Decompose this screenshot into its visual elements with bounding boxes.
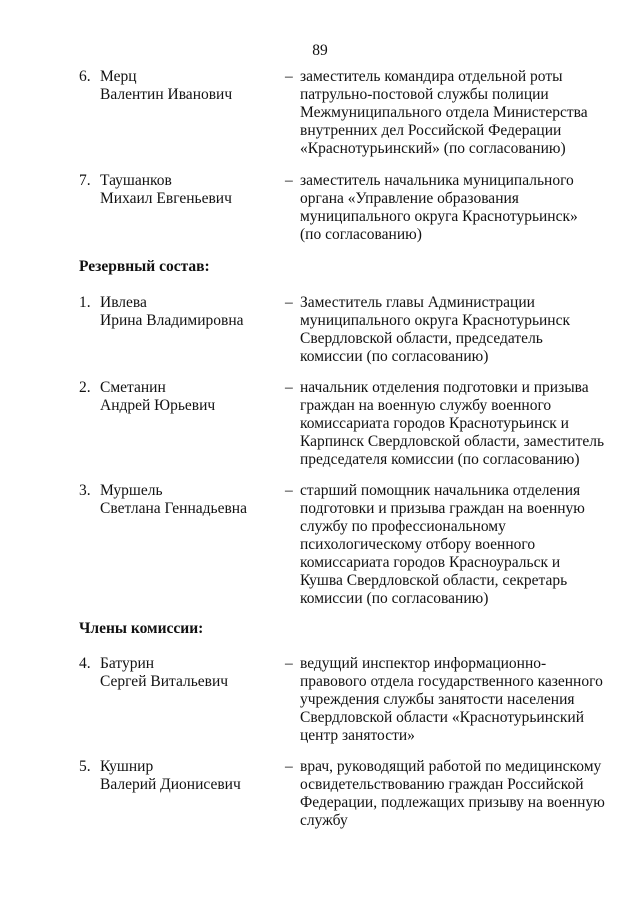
surname: Сметанин [100, 379, 166, 396]
position-line: органа «Управление образования [300, 190, 519, 207]
position-line: начальник отделения подготовки и призыва [300, 379, 589, 396]
given-names: Ирина Владимировна [100, 312, 244, 329]
person-name [100, 172, 280, 208]
position-line: патрульно-постовой службы полиции [300, 86, 549, 103]
dash: – [285, 758, 293, 775]
surname: Муршель [100, 482, 163, 499]
position-line: правового отдела государственного казенного [300, 673, 603, 690]
position-line: комиссии (по согласованию) [300, 590, 489, 607]
position-line: службу по профессиональному [300, 518, 506, 535]
person-name [100, 68, 280, 104]
position-line: службу [300, 812, 348, 829]
person-name [100, 379, 280, 415]
page-number: 89 [312, 42, 328, 59]
position-description [300, 172, 610, 244]
position-line: подготовки и призыва граждан на военную [300, 500, 585, 517]
position-description [300, 655, 610, 745]
position-description [300, 758, 610, 830]
position-line: комиссии (по согласованию) [300, 348, 489, 365]
position-line: Карпинск Свердловской области, заместитель [300, 433, 605, 450]
position-line: Кушва Свердловской области, секретарь [300, 572, 568, 589]
dash: – [285, 172, 293, 189]
position-line: «Краснотурьинский» (по согласованию) [300, 140, 566, 157]
position-line: председателя комиссии (по согласованию) [300, 451, 580, 468]
position-line: комиссариата городов Краснотурьинск и [300, 415, 569, 432]
given-names: Валентин Иванович [100, 86, 233, 103]
given-names: Михаил Евгеньевич [100, 190, 232, 207]
position-description [300, 482, 610, 608]
position-line: Свердловской области, председатель [300, 330, 543, 347]
position-line: ведущий инспектор информационно- [300, 655, 547, 672]
item-number: 3. [79, 482, 91, 499]
given-names: Андрей Юрьевич [100, 397, 216, 414]
surname: Ивлева [100, 294, 147, 311]
given-names: Светлана Геннадьевна [100, 500, 247, 517]
item-number: 7. [79, 172, 91, 189]
position-line: заместитель начальника муниципального [300, 172, 574, 189]
position-line: психологическому отбору военного [300, 536, 536, 553]
dash: – [285, 655, 293, 672]
position-line: муниципального округа Краснотурьинск [300, 312, 571, 329]
position-line: Свердловской области «Краснотурьинский [300, 709, 584, 726]
position-line: (по согласованию) [300, 226, 422, 243]
item-number: 4. [79, 655, 91, 672]
person-name [100, 758, 280, 794]
person-name [100, 294, 280, 330]
position-line: заместитель командира отдельной роты [300, 68, 563, 85]
person-name [100, 482, 280, 518]
item-number: 6. [79, 68, 91, 85]
item-number: 5. [79, 758, 91, 775]
dash: – [285, 482, 293, 499]
position-line: муниципального округа Краснотурьинск» [300, 208, 578, 225]
position-line: освидетельствованию граждан Российской [300, 776, 584, 793]
position-line: комиссариата городов Красноуральск и [300, 554, 561, 571]
position-line: старший помощник начальника отделения [300, 482, 581, 499]
dash: – [285, 68, 293, 85]
surname: Таушанков [100, 172, 172, 189]
section-heading-reserve: Резервный состав: [79, 258, 210, 275]
position-line: врач, руководящий работой по медицинскому [300, 758, 602, 775]
dash: – [285, 294, 293, 311]
section-heading-members: Члены комиссии: [79, 620, 204, 637]
position-description [300, 294, 610, 366]
position-line: Межмуниципального отдела Министерства [300, 104, 588, 121]
surname: Кушнир [100, 758, 154, 775]
person-name [100, 655, 280, 691]
position-line: внутренних дел Российской Федерации [300, 122, 562, 139]
surname: Батурин [100, 655, 155, 672]
item-number: 2. [79, 379, 91, 396]
position-description [300, 379, 610, 469]
position-line: центр занятости» [300, 727, 415, 744]
position-line: учреждения службы занятости населения [300, 691, 575, 708]
dash: – [285, 379, 293, 396]
position-line: граждан на военную службу военного [300, 397, 552, 414]
position-description [300, 68, 610, 158]
position-line: Заместитель главы Администрации [300, 294, 535, 311]
given-names: Сергей Витальевич [100, 673, 229, 690]
given-names: Валерий Дионисевич [100, 776, 241, 793]
item-number: 1. [79, 294, 91, 311]
surname: Мерц [100, 68, 137, 85]
position-line: Федерации, подлежащих призыву на военную [300, 794, 605, 811]
